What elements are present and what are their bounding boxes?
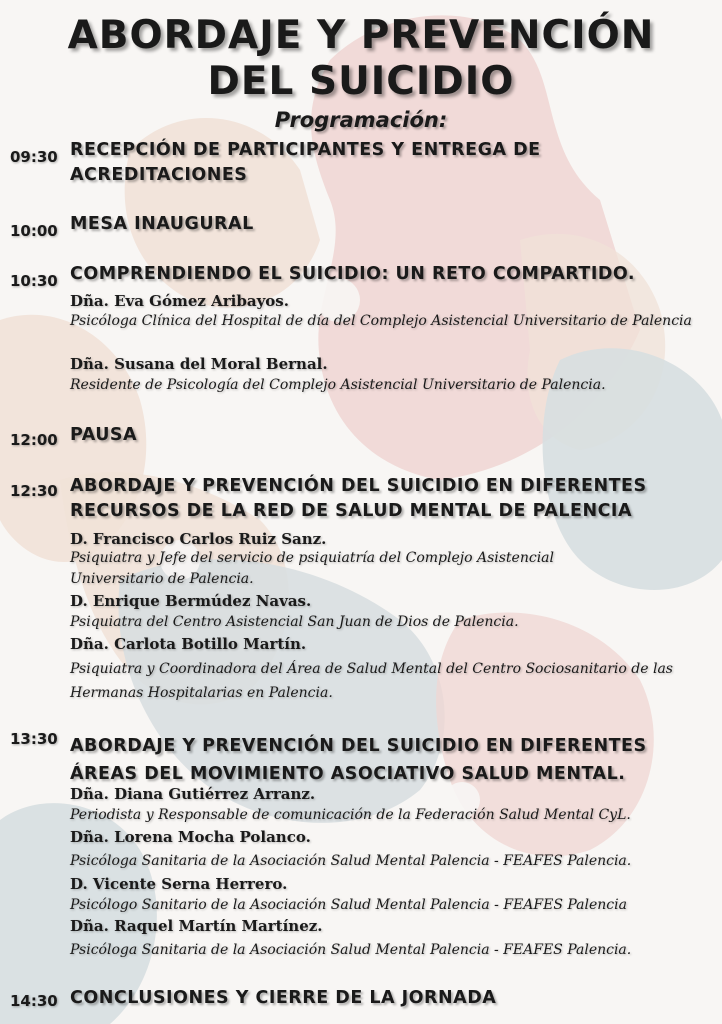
- session-title: MESA INAUGURAL: [70, 214, 254, 234]
- title-line-2: DEL SUICIDIO: [207, 59, 515, 104]
- session-time: 12:00: [10, 431, 58, 449]
- speaker-name: Dña. Raquel Martín Martínez.: [70, 917, 323, 935]
- session-title: RECEPCIÓN DE PARTICIPANTES Y ENTREGA DE ACREDITACIONES: [70, 140, 541, 185]
- speaker-role: Psicólogo Sanitario de la Asociación Salud Mental Palencia - FEAFES Palencia: [70, 897, 627, 913]
- speaker-name: D. Francisco Carlos Ruiz Sanz.: [70, 530, 327, 548]
- session-title: CONCLUSIONES Y CIERRE DE LA JORNADA: [70, 988, 497, 1008]
- speaker-name: Dña. Diana Gutiérrez Arranz.: [70, 785, 316, 803]
- title-line-1: ABORDAJE Y PREVENCIÓN: [67, 13, 655, 58]
- speaker-role: Periodista y Responsable de comunicación de la Federación Salud Mental CyL.: [70, 807, 631, 823]
- speaker-role: Psiquiatra del Centro Asistencial San Juan de Dios de Palencia.: [70, 614, 519, 630]
- subtitle: Programación:: [274, 108, 448, 132]
- speaker-name: D. Vicente Serna Herrero.: [70, 875, 288, 893]
- session-time: 12:30: [10, 482, 58, 500]
- speaker-role: Psicóloga Sanitaria de la Asociación Salud Mental Palencia - FEAFES Palencia.: [70, 853, 632, 869]
- session-title: COMPRENDIENDO EL SUICIDIO: UN RETO COMPARTIDO.: [70, 264, 636, 284]
- speaker-name: Dña. Susana del Moral Bernal.: [70, 355, 328, 373]
- session-time: 13:30: [10, 730, 58, 748]
- session-time: 10:00: [10, 222, 58, 240]
- speaker-name: D. Enrique Bermúdez Navas.: [70, 592, 312, 610]
- speaker-name: Dña. Eva Gómez Aribayos.: [70, 292, 289, 310]
- session-title: ABORDAJE Y PREVENCIÓN DEL SUICIDIO EN DIFERENTES RECURSOS DE LA RED DE SALUD MENTAL DE PALENCIA: [70, 476, 647, 521]
- session-time: 14:30: [10, 992, 58, 1010]
- speaker-name: Dña. Lorena Mocha Polanco.: [70, 828, 311, 846]
- session-time: 09:30: [10, 148, 58, 166]
- speaker-name: Dña. Carlota Botillo Martín.: [70, 635, 307, 653]
- speaker-role: Psicóloga Clínica del Hospital de día del Complejo Asistencial Universitario de Palencia: [70, 313, 692, 329]
- session-title: ABORDAJE Y PREVENCIÓN DEL SUICIDIO EN DIFERENTES ÁREAS DEL MOVIMIENTO ASOCIATIVO SALUD MENTAL.: [70, 736, 647, 784]
- speaker-role: Psiquiatra y Coordinadora del Área de Salud Mental del Centro Sociosanitario de las Hermanas Hospitalarias en Palencia.: [70, 661, 673, 701]
- speaker-role: Psiquiatra y Jefe del servicio de psiquiatría del Complejo Asistencial Universitario de Palencia.: [70, 550, 554, 587]
- session-time: 10:30: [10, 272, 58, 290]
- session-title: PAUSA: [70, 425, 138, 445]
- speaker-role: Residente de Psicología del Complejo Asistencial Universitario de Palencia.: [70, 377, 606, 393]
- speaker-role: Psicóloga Sanitaria de la Asociación Salud Mental Palencia - FEAFES Palencia.: [70, 942, 632, 958]
